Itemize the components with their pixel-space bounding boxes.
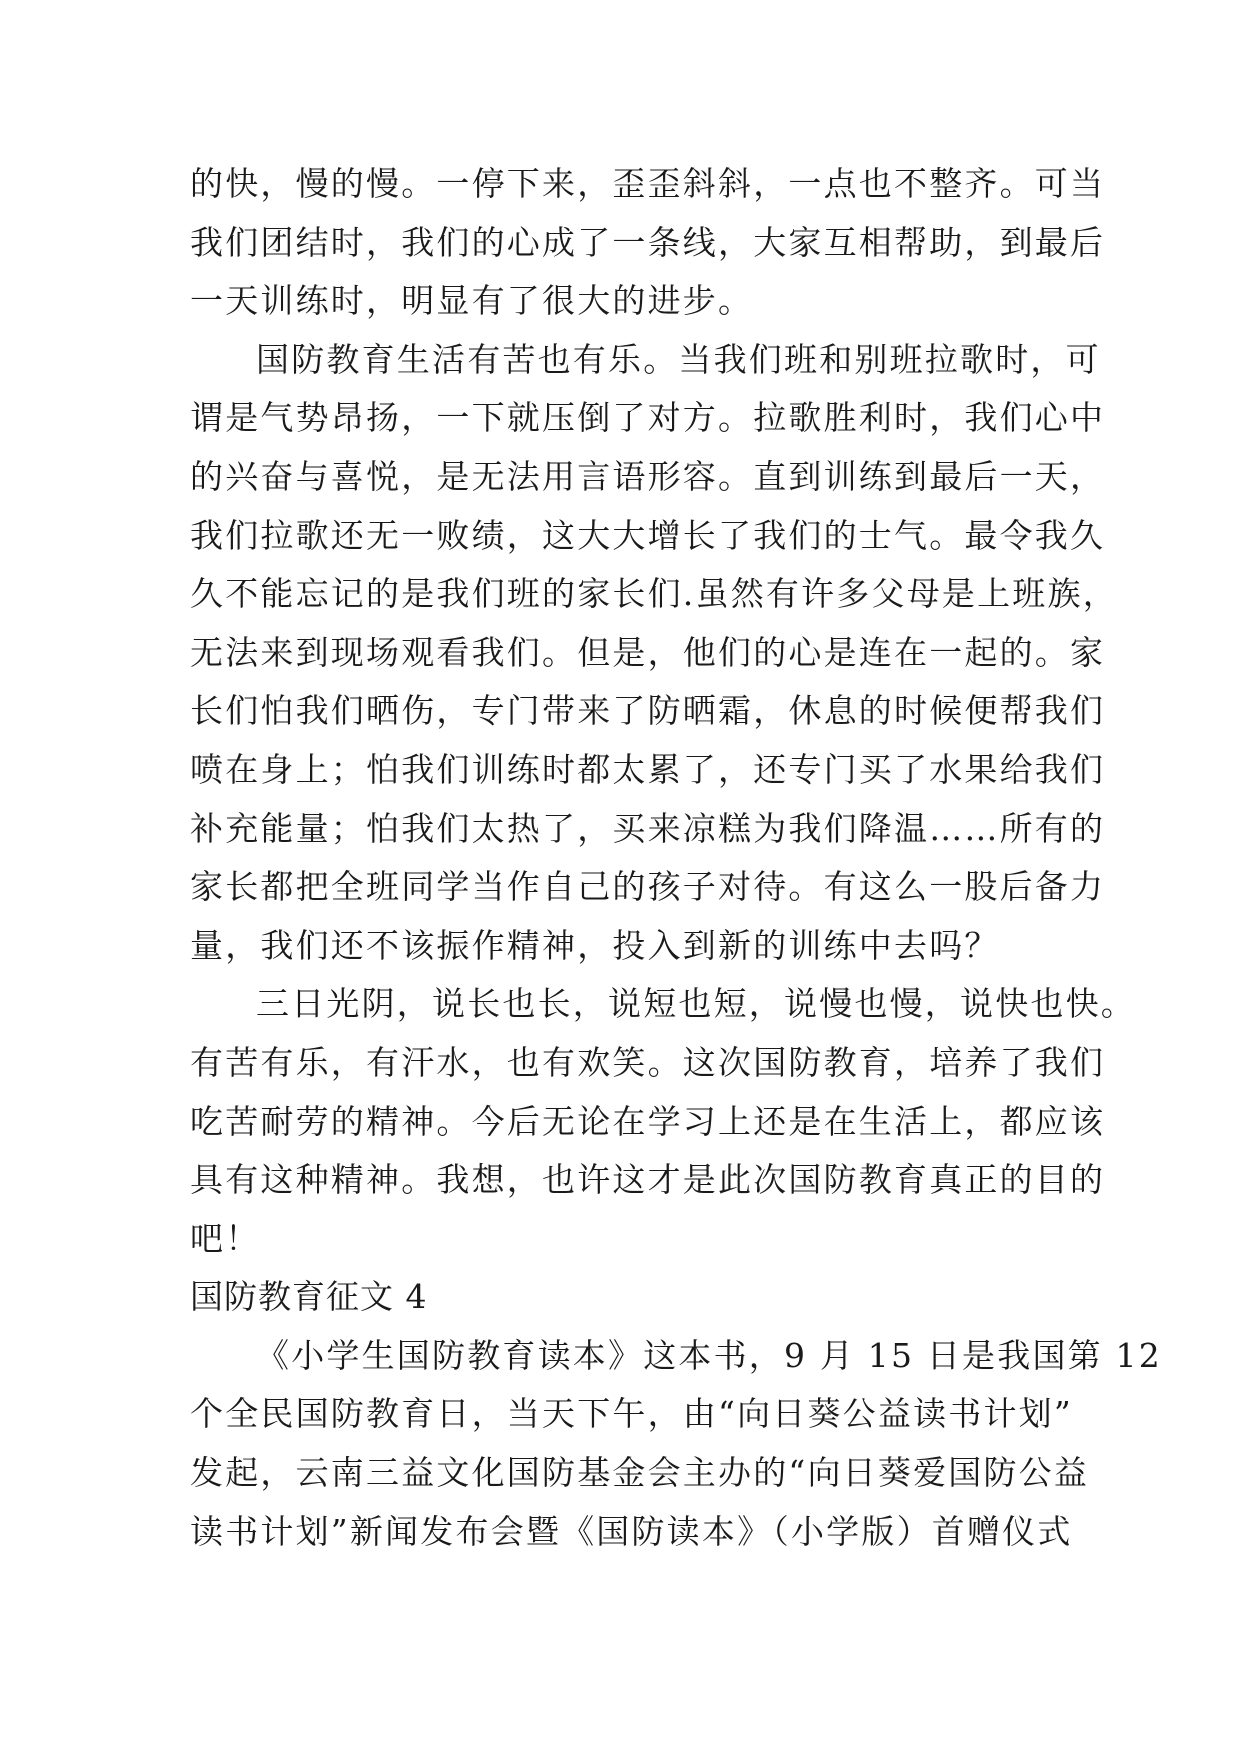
text-line: 读书计划”新闻发布会暨《国防读本》（小学版）首赠仪式 [190,1511,1073,1551]
text-line: 有苦有乐，有汗水，也有欢笑。这次国防教育，培养了我们 [190,1042,1106,1082]
text-line: 量，我们还不该振作精神，投入到新的训练中去吗？ [190,925,1000,965]
section-heading: 国防教育征文 4 [190,1277,428,1317]
text-line: 我们拉歌还无一败绩，这大大增长了我们的士气。最令我久 [190,515,1106,555]
text-line: 具有这种精神。我想，也许这才是此次国防教育真正的目的 [190,1160,1106,1200]
paragraph-4 [190,1327,1162,1561]
text-line: 无法来到现场观看我们。但是，他们的心是连在一起的。家 [190,632,1106,672]
text-line: 补充能量；怕我们太热了，买来凉糕为我们降温……所有的 [190,808,1106,848]
text-line: 国防教育生活有苦也有乐。当我们班和别班拉歌时，可 [256,339,1101,379]
text-line: 吧！ [190,1218,261,1258]
text-line: 长们怕我们晒伤，专门带来了防晒霜，休息的时候便帮我们 [190,691,1106,731]
text-line: 谓是气势昂扬，一下就压倒了对方。拉歌胜利时，我们心中 [190,398,1106,438]
text-line: 家长都把全班同学当作自己的孩子对待。有这么一股后备力 [190,867,1106,907]
text-line: 的兴奋与喜悦，是无法用言语形容。直到训练到最后一天， [190,456,1106,496]
text-line: 吃苦耐劳的精神。今后无论在学习上还是在生活上，都应该 [190,1101,1106,1141]
text-line: 我们团结时，我们的心成了一条线，大家互相帮助，到最后 [190,222,1106,262]
text-line: 《小学生国防教育读本》这本书，9 月 15 日是我国第 12 [256,1335,1162,1375]
text-line: 个全民国防教育日，当天下午，由“向日葵公益读书计划” [190,1394,1073,1434]
text-line: 喷在身上；怕我们训练时都太累了，还专门买了水果给我们 [190,749,1106,789]
paragraph-2 [190,331,1118,976]
text-line: 一天训练时，明显有了很大的进步。 [190,281,754,321]
paragraph-3 [190,975,1136,1268]
text-line: 三日光阴，说长也长，说短也短，说慢也慢，说快也快。 [256,984,1136,1024]
paragraph-1 [190,155,1106,331]
text-line: 的快，慢的慢。一停下来，歪歪斜斜，一点也不整齐。可当 [190,164,1106,203]
document-body [190,155,1162,1561]
text-line: 发起，云南三益文化国防基金会主办的“向日葵爱国防公益 [190,1453,1090,1493]
text-line: 久不能忘记的是我们班的家长们.虽然有许多父母是上班族， [190,574,1118,614]
